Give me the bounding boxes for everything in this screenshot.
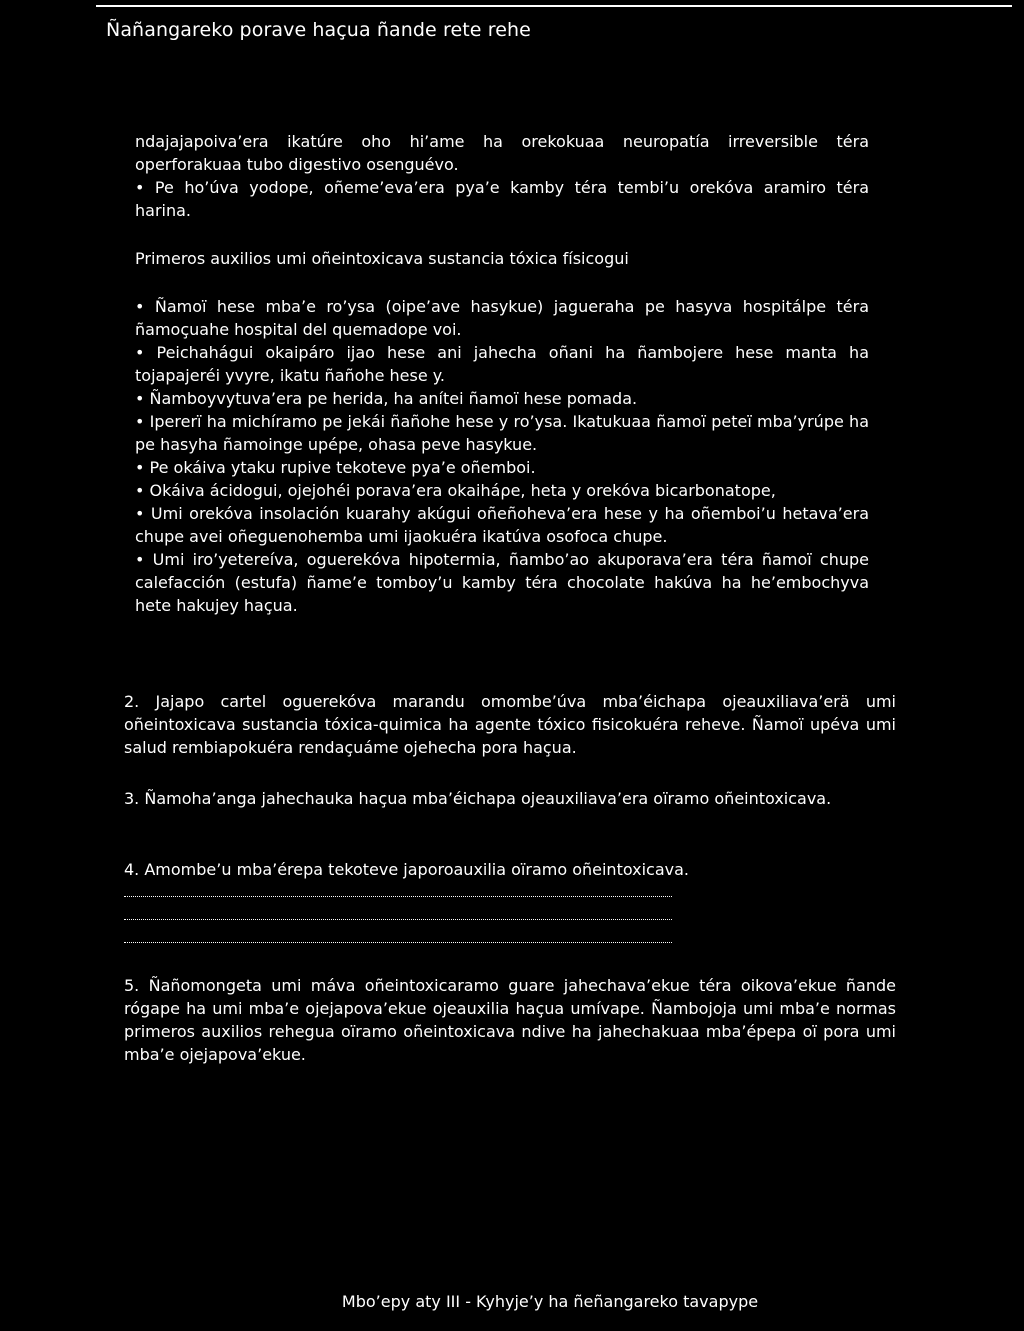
question-4	[124, 858, 896, 881]
answer-line	[124, 896, 672, 897]
bullet-item: • Ipererï ha michíramo pe jekái ñañohe hese y ro’ysa. Ikatukuaa ñamoï peteï mba’yrúpe ha pe hasyha ñamoinge upépe, ohasa peve hasykue.	[135, 412, 869, 454]
bullet-item: • Umi iro’yetereíva, oguerekóva hipotermia, ñambo’ao akuporava’era téra ñamoï chupe calefacción (estufa) ñame’e tomboy’u kamby téra chocolate hakúva ha he’embochyva hete hakujey haçua.	[135, 550, 869, 615]
bullet-item: • Pe okáiva ytaku rupive tekoteve pya’e oñemboi.	[135, 458, 536, 477]
top-rule	[96, 5, 1012, 7]
question-text: 4. Amombe’u mba’érepa tekoteve japoroauxilia oïramo oñeintoxicava.	[124, 860, 690, 879]
section-heading: Primeros auxilios umi oñeintoxicava sustancia tóxica físicogui	[135, 249, 629, 268]
bullet-item: • Ñamboyvytuva’era pe herida, ha anítei ñamoï hese pomada.	[135, 389, 638, 408]
bullet-item: • Peichahágui okaipáro ijao hese ani jahecha oñani ha ñambojere hese manta ha tojapajeréi yvyre, ikatu ñañohe hese y.	[135, 343, 869, 385]
bullet-item: • Pe ho’úva yodope, oñeme’eva’era pya’e kamby téra tembi’u orekóva aramiro téra harina.	[135, 178, 869, 220]
question-text: 2. Jajapo cartel oguerekóva marandu omombe’úva mba’éichapa ojeauxiliava’erä umi oñeintoxicava sustancia tóxica-quimica ha agente tóxico fisicokuéra reheve. Ñamoï upéva umi salud rembiapokuéra rendaçuáme ojehecha pora haçua.	[124, 692, 896, 757]
paragraph-continuation: ndajajapoiva’era ikatúre oho hi’ame ha orekokuaa neuropatía irreversible téra operforakuaa tubo digestivo osenguévo.	[135, 132, 869, 174]
answer-line	[124, 942, 672, 943]
question-text: 5. Ñañomongeta umi máva oñeintoxicaramo guare jahechava’ekue téra oikova’ekue ñande rógape ha umi mba’e ojejapova’ekue ojeauxilia haçua umívape. Ñambojoja umi mba’e normas primeros auxilios rehegua oïramo oñeintoxicava ndive ha jahechakuaa mba’épepa oï pora umi mba’e ojejapova’ekue.	[124, 976, 896, 1064]
question-2	[124, 690, 896, 759]
page-footer: Mbo’epy aty III - Kyhyje’y ha ñeñangareko tavapype	[341, 1292, 759, 1311]
bullet-item: • Umi orekóva insolación kuarahy akúgui oñeñoheva’era hese y ha oñemboi’u hetava’era chupe avei oñeguenohemba umi ijaokuéra ikatúva osofoca chupe.	[135, 504, 869, 546]
answer-line	[124, 919, 672, 920]
first-aid-list	[135, 295, 869, 617]
bullet-item: • Ñamoï hese mba’e ro’ysa (oipe’ave hasykue) jagueraha pe hasyva hospitálpe téra ñamoçuahe hospital del quemadope voi.	[135, 297, 869, 339]
question-5	[124, 974, 896, 1066]
question-3	[124, 787, 896, 810]
first-bullet-block	[135, 130, 869, 222]
bullet-item: • Okáiva ácidogui, ojejohéi porava’era okaiháρe, heta y orekóva bicarbonatope,	[135, 481, 776, 500]
running-header: Ñañangareko porave haçua ñande rete rehe	[106, 19, 531, 41]
question-text: 3. Ñamoha’anga jahechauka haçua mba’éichapa ojeauxiliava’era oïramo oñeintoxicava.	[124, 789, 832, 808]
